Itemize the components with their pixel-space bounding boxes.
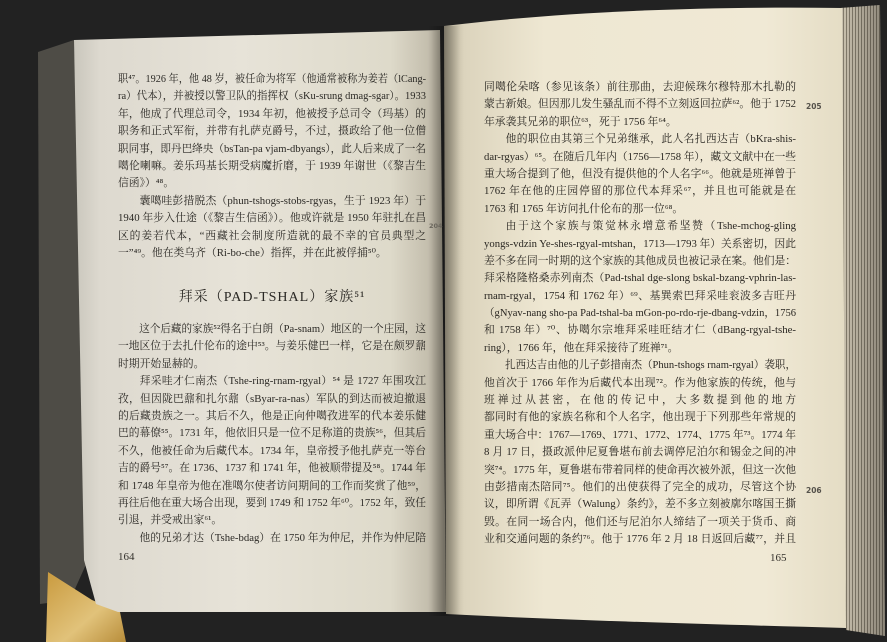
text-line: 班禅过从甚密，在他的传记中，大多数提到他的地方 [484,394,796,407]
text-line: 孜，但因陇巴鼐和扎尔鼐（sByar-ra-nas）军队的到达而被迫撤退 [118,392,426,405]
text-line: 1940 年步入仕途（《黎吉生信函》）。他或许就是 1950 年驻扎在昌 [118,212,426,225]
text-line: 重大场合中：1767—1769、1771、1772、1774、1775 年⁷³。1774 年 [484,428,797,441]
text-line: 再往后他在重大场合出现，要到 1749 和 1752 年⁶⁰。1752 年，致任 [118,496,427,509]
gutter-shadow [428,26,460,616]
text-line: 他的职位由其第三个兄弟继承，此人名扎西达吉（bKra-shis- [505,133,796,146]
text-line: 他的兄弟才达（Tshe-bdag）在 1750 年为仲尼，并作为仲尼陪 [139,531,426,544]
margin-page-ref: 205 [806,102,822,111]
text-line: 毁。在同一场合内，他们还与尼泊尔人缔结了一项关于货币、商 [484,515,796,528]
text-line: 和 1758 年）⁷⁰、协噶尔宗堆拜采哇旺结才仁（dBang-rgyal-tshe- [484,324,796,337]
text-line: 突⁷⁴。1775 年，夏鲁堪布带着同样的使命再次被外派，但这一次他 [484,463,797,476]
text-line: 同噶伦朵喀（参见该条）前往那曲，去迎候珠尔穆特那木扎勒的 [484,81,796,93]
text-line: 职⁴⁷。1926 年，他 48 岁，被任命为将军（他通常被称为姜若（lCang- [118,73,427,85]
text-line: 巴的幕僚⁵⁵。1731 年，他依旧只是一位不足称道的贵族⁵⁶，但其后 [118,427,427,440]
text-line: 区的姜若代本，“西藏社会制度所造就的最不幸的官员典型之 [118,229,426,242]
text-line: 年，他成了代理总司令，1934 年初，他被授予总司令（玛基）的 [118,107,426,120]
margin-page-ref: 204 [429,222,443,230]
text-line: 由彭措南杰陪同⁷⁵。他们的出使获得了完全的成功，尽管这个协 [484,480,796,493]
text-line: 他首次于 1766 年作为后藏代本出现⁷²。作为他家族的传统，他与 [484,376,796,389]
text-line: 1763 和 1765 年访问扎什伦布的那一位⁶⁸。 [484,202,684,215]
text-line: 蒙古新娘。但因那儿发生骚乱而不得不立刻返回拉萨⁶²。他于 1752 [484,98,797,111]
text-line: ra）代本），并被授以警卫队的指挥权（sKu-srung dmag-sgar）。1933 [118,90,426,103]
text-line: 噶伦喇嘛。姜乐玛基长期受病魔折磨，于 1939 年谢世（《黎吉生 [118,159,426,172]
text-line: 都同时有他的家族名称和个人名字，他出现于下列那些年常规的 [484,411,796,424]
page-stack-shade [840,5,885,636]
left-page-text-upper [118,71,426,262]
text-line: 拜采哇才仁南杰（Tshe-ring-rnam-rgyal）⁵⁴ 是 1727 年围攻江 [139,375,426,388]
text-line: 职同事，即丹巴绛央（bsTan-pa vjam-dbyangs），此人后来成了一名 [118,142,426,155]
text-line: rnam-rgyal，1754 和 1762 年）⁶⁹、基巽索巴拜采哇衮波多吉旺丹 [484,289,796,302]
page-number: 164 [118,551,135,563]
text-line: 议，即所谓《瓦弄（Walung）条约》，差不多立刻被廓尔喀国王撕 [484,498,796,511]
text-line: 由于这个家族与策觉林永增意希坚赞（Tshe-mchog-gling [505,220,796,233]
left-page-text-lower [118,321,426,547]
text-line: 拜采格隆格桑赤列南杰（Pad-tshal dge-slong bskal-bzang-vphrin-las- [484,272,796,285]
section-heading: 拜采（PAD-TSHAL）家族⁵¹ [178,290,366,305]
text-line: （gNyav-nang sho-pa Pad-tshal-ba mGon-po-rdo-rje-dbang-vdzin，1756 [484,307,797,320]
text-line: 8 月 17 日，摄政派仲尼夏鲁堪布前去调停尼泊尔和锡金之间的冲 [484,446,796,459]
text-line: 引退，并受戒出家⁶¹。 [118,514,223,527]
text-line: 囊噶哇彭措脱杰（phun-tshogs-stobs-rgyas，生于 1923 年）于 [139,194,426,207]
text-line: 业和交通问题的条约⁷⁶。他于 1776 年 2 月 18 日返回后藏⁷⁷，并且 [484,533,796,546]
text-line: 不久，他被任命为后藏代本。1734 年，皇帝授予他扎萨克一等台 [118,444,426,457]
text-line: 的后藏贵族之一。其后不久，他是正向仲噶孜进军的代本姜乐健 [118,409,426,422]
text-line: 重大场合提到了他，但没有提供他的个人名字⁶⁶。他就是班禅曾于 [484,167,796,180]
text-line: 一”⁴⁹。他在类乌齐（Ri-bo-che）指挥，并在此被俘捕⁵⁰。 [118,246,387,259]
text-line: dar-rgyas）⁶⁵。在随后几年内（1756—1758 年），藏文文献中在一些 [484,150,796,163]
text-line: yongs-vdzin Ye-shes-rgyal-mtshan，1713—1793 年）关系密切，因此 [484,237,796,250]
text-line: 吉的爵号⁵⁷。在 1736、1737 和 1741 年，他被顺带提及⁵⁸。1744 年 [118,462,427,475]
text-line: 和 1748 年皇帝为他在准噶尔使者访问期间的工作而奖赏了他⁵⁹， [118,479,426,492]
margin-page-ref: 206 [806,486,822,495]
text-line: 扎西达吉由他的儿子彭措南杰（Phun-tshogs rnam-rgyal）袭职， [505,359,797,372]
text-line: 职务和正式军衔，并带有扎萨克爵号，不过，摄政给了他一位僧 [118,125,426,138]
text-line: 这个后藏的家族⁵²得名于白朗（Pa-snam）地区的一个庄园，这 [139,323,426,335]
page-number: 165 [770,552,787,564]
text-line: ring），1766 年，他在拜采接待了班禅⁷¹。 [484,341,679,354]
text-line: 时期开始显赫的。 [118,357,205,370]
text-line: 1762 年在他的庄园停留的那位代本拜采⁶⁷，并且也可能就是在 [484,185,796,198]
text-line: 年承袭其兄弟的职位⁶³，死于 1756 年⁶⁴。 [484,115,677,128]
text-line: 信函》）⁴⁸。 [118,177,175,190]
text-line: 差不多在同一时期的这个家族的其他成员也被记录在案。他们是： [484,254,797,267]
right-page-text [484,79,796,549]
text-line: 一地区位于去扎什伦布的途中⁵³。与姜乐健巴一样，它是在颇罗鼐 [118,340,427,353]
